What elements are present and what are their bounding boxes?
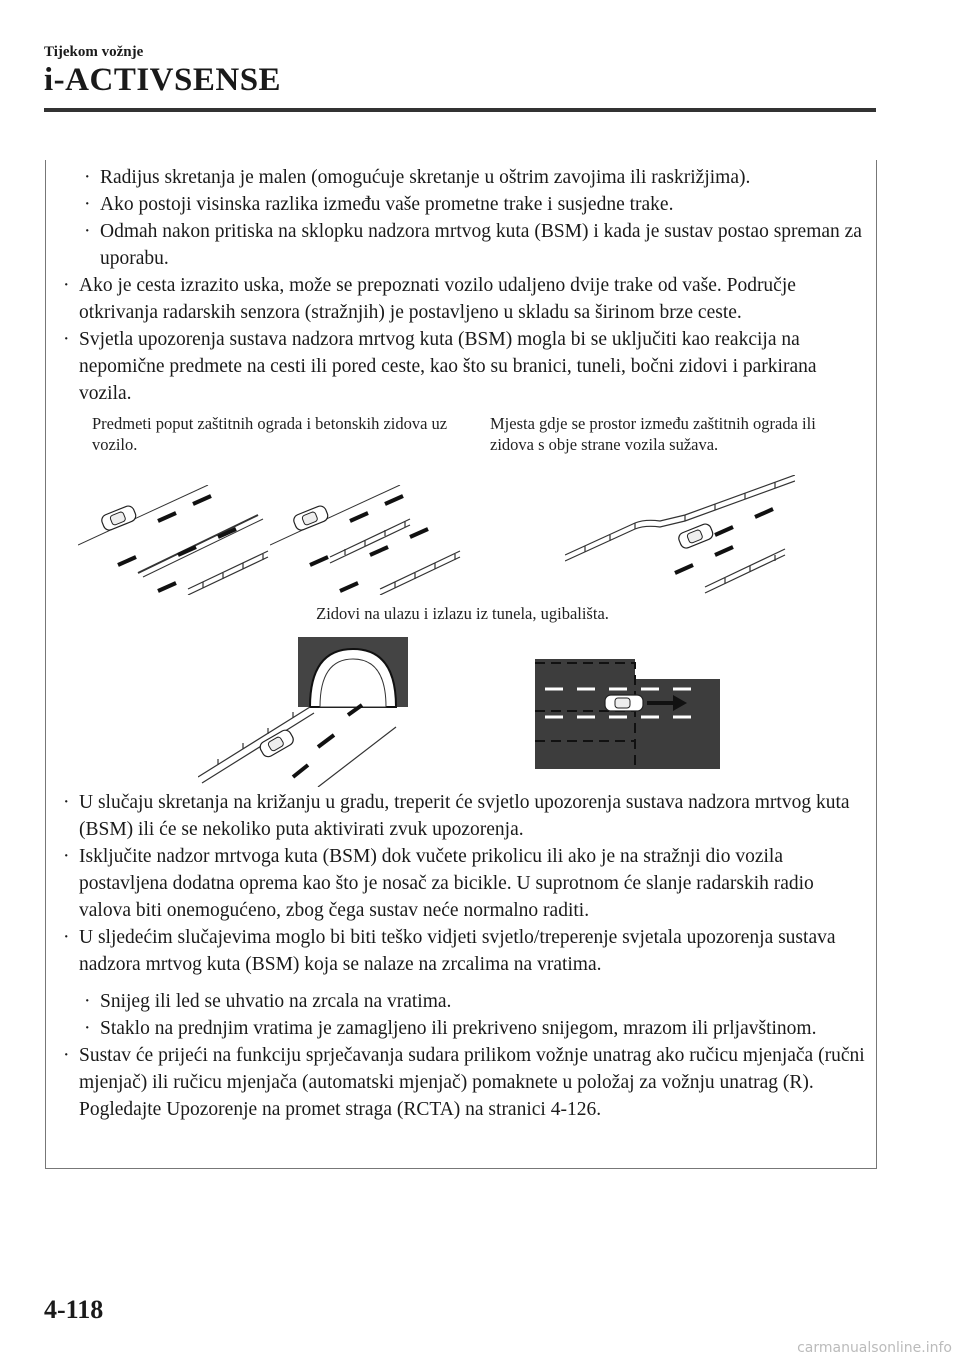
list-item: · Sustav će prijeći na funkciju sprječavanja sudara prilikom vožnje unatrag ako ručicu mjenjača (ručni mjenjač) ili ručicu mjenjača (automatski mjenjač) pomaknete u položaj za vožnju unatrag (R). Pogledajte Upozorenje na promet straga (RCTA) na stranici 4-126.: [63, 1045, 865, 1120]
list-item: · Ako postoji visinska razlika između vaše prometne trake i susjedne trake.: [84, 194, 674, 215]
list-item: · Snijeg ili led se uhvatio na zrcala na vratima.: [84, 991, 452, 1012]
list-item: · U sljedećim slučajevima moglo bi biti teško vidjeti svjetlo/treperenje svjetala upozorenja sustava nadzora mrtvog kuta (BSM) koja se nalaze na zrcalima na vratima.: [63, 927, 836, 975]
list-item: · U slučaju skretanja na križanju u gradu, treperit će svjetlo upozorenja sustava nadzora mrtvog kuta (BSM) ili će se nekoliko puta aktivirati zvuk upozorenja.: [63, 792, 850, 840]
road-illustration-right: [565, 475, 795, 595]
page-title: i-ACTIVSENSE: [44, 62, 282, 98]
section-label: Tijekom vožnje: [44, 44, 144, 60]
car-icon: [292, 504, 330, 532]
car-icon: [258, 728, 295, 759]
road-illustration-middle: [270, 485, 470, 595]
car-icon: [677, 522, 715, 550]
content: [60, 164, 865, 1123]
layby-illustration: [535, 659, 735, 769]
list-item: · Ako je cesta izrazito uska, može se prepoznati vozilo udaljeno dvije trake od vaše. Područje otkrivanja radarskih senzora (stražnjih) je postavljeno u skladu sa širinom brze ceste.: [63, 275, 796, 323]
figure-caption-middle: Zidovi na ulazu i izlazu iz tunela, ugibališta.: [316, 604, 609, 623]
list-item: · Svjetla upozorenja sustava nadzora mrtvog kuta (BSM) mogla bi se uključiti kao reakcija na nepomične predmete na cesti ili pored ceste, kao što su branici, tuneli, bočni zidovi i parkirana vozila.: [63, 329, 817, 404]
list-item: · Odmah nakon pritiska na sklopku nadzora mrtvog kuta (BSM) i kada je sustav postao spreman za uporabu.: [84, 221, 862, 269]
watermark: carmanualsonline.info: [797, 1340, 952, 1356]
car-icon: [100, 504, 138, 532]
header-rule: [44, 108, 876, 112]
tunnel-illustration: [198, 637, 418, 787]
cross-reference: Pogledajte Upozorenje na promet straga (RCTA) na stranici 4-126.: [79, 1099, 602, 1120]
road-illustration-left: [78, 485, 278, 595]
figure-guardrails: [60, 413, 865, 603]
list-item: · Isključite nadzor mrtvoga kuta (BSM) dok vučete prikolicu ili ako je na stražnji dio vozila postavljena dodatna oprema kao što je nosač za bicikle. U suprotnom će slanje radarskih radio valova biti onemogućeno, zbog čega sustav neće normalno raditi.: [63, 846, 814, 921]
figure-tunnel-layby: [60, 603, 865, 789]
page-number: 4-118: [44, 1295, 104, 1324]
list-item: · Staklo na prednjim vratima je zamagljeno ili prekriveno snijegom, mrazom ili prljavštinom.: [84, 1018, 817, 1039]
figure-caption-left: Predmeti poput zaštitnih ograda i betonskih zidova uz vozilo.: [92, 414, 448, 454]
figure-caption-right: Mjesta gdje se prostor između zaštitnih ograda ili zidova s obje strane vozila sužava.: [490, 414, 816, 454]
list-item: · Radijus skretanja je malen (omogućuje skretanje u oštrim zavojima ili raskrižjima).: [84, 167, 751, 188]
car-icon: [605, 695, 643, 711]
